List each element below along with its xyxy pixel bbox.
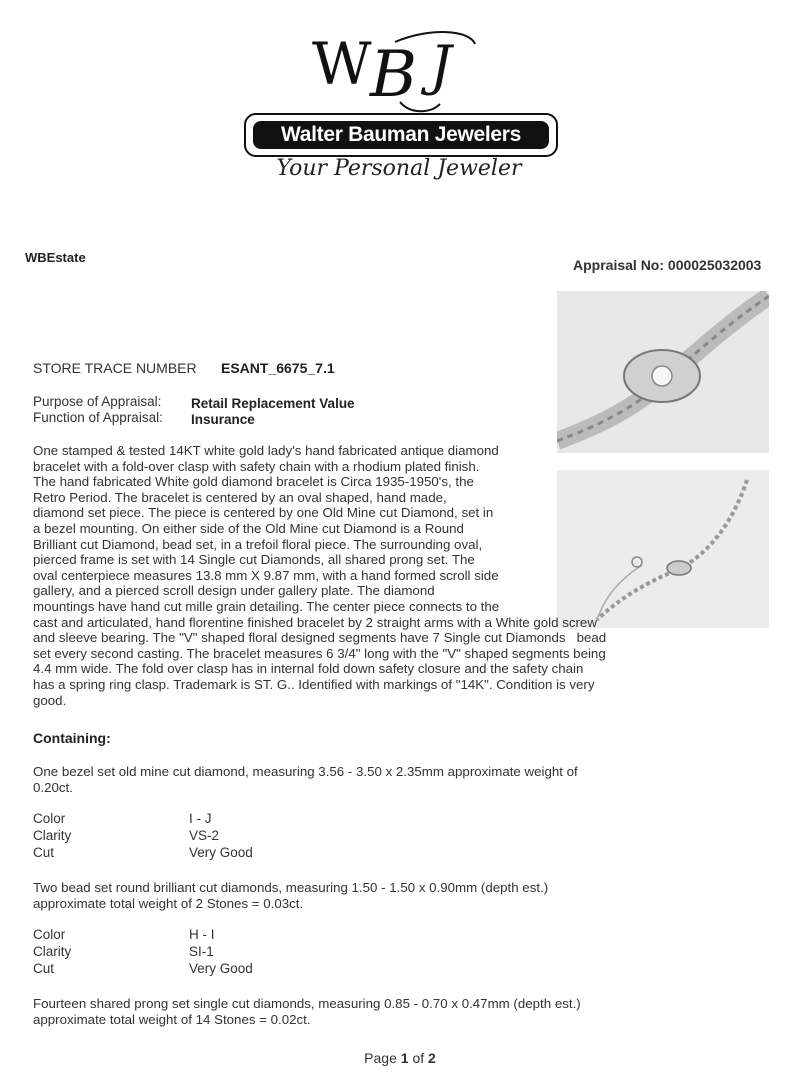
store-trace-label: STORE TRACE NUMBER bbox=[33, 360, 197, 376]
stone2-cut-row bbox=[33, 961, 253, 978]
stone2-clarity-label: Clarity bbox=[33, 944, 72, 959]
page-of-word: of bbox=[412, 1050, 425, 1066]
stone1-clarity-value: VS-2 bbox=[189, 828, 220, 843]
stone1-color-value: I - J bbox=[189, 811, 212, 826]
stone3-line1: Fourteen shared prong set single cut diamonds, measuring 0.85 - 0.70 x 0.47mm (depth est.) bbox=[33, 996, 581, 1011]
stone2-color-row bbox=[33, 927, 253, 944]
store-trace-value: ESANT_6675_7.1 bbox=[221, 360, 335, 376]
page-indicator bbox=[0, 1050, 800, 1066]
monogram-j: J bbox=[430, 34, 452, 97]
stone1-description bbox=[33, 764, 753, 795]
description-line: Retro Period. The bracelet is centered by an oval shaped, hand made, bbox=[33, 489, 447, 505]
stone3-line2: approximate total weight of 14 Stones = 0.02ct. bbox=[33, 1011, 311, 1027]
containing-heading: Containing: bbox=[33, 730, 111, 746]
stone1-properties bbox=[33, 811, 253, 862]
brand-name: Walter Bauman Jewelers bbox=[253, 121, 549, 149]
stone1-cut-value: Very Good bbox=[189, 845, 253, 860]
stone3-description bbox=[33, 996, 753, 1027]
stone2-color-value: H - I bbox=[189, 927, 215, 942]
monogram-w: W bbox=[312, 30, 372, 98]
appraisal-number: Appraisal No: 000025032003 bbox=[573, 257, 762, 273]
description-line: bracelet with a fold-over clasp with safety chain with a rhodium plated finish. bbox=[33, 458, 480, 474]
wbj-monogram-logo bbox=[300, 22, 500, 117]
stone1-color-label: Color bbox=[33, 811, 66, 826]
monogram-b: B bbox=[370, 38, 418, 112]
stone2-properties bbox=[33, 927, 253, 978]
stone1-cut-label: Cut bbox=[33, 845, 55, 860]
stone2-clarity-value: SI-1 bbox=[189, 944, 214, 959]
stone2-cut-value: Very Good bbox=[189, 961, 253, 976]
stone2-color-label: Color bbox=[33, 927, 66, 942]
description-line: cast and articulated, hand florentine finished bracelet by 2 straight arms with a White gold screw bbox=[33, 614, 597, 630]
description-line: The hand fabricated White gold diamond bracelet is Circa 1935-1950's, the bbox=[33, 474, 474, 490]
stone1-color-row bbox=[33, 811, 253, 828]
description-line: good. bbox=[33, 692, 67, 708]
brand-logo-box bbox=[244, 113, 558, 157]
function-value: Insurance bbox=[191, 412, 255, 427]
stone2-clarity-row bbox=[33, 944, 253, 961]
page-word: Page bbox=[364, 1050, 397, 1066]
page-number: 1 bbox=[400, 1050, 409, 1066]
estate-label: WBEstate bbox=[25, 250, 86, 265]
purpose-value: Retail Replacement Value bbox=[191, 396, 355, 411]
purpose-label: Purpose of Appraisal: bbox=[33, 394, 162, 409]
description-line: oval centerpiece measures 13.8 mm X 9.87 mm, with a hand formed scroll side bbox=[33, 567, 499, 583]
description-line: One stamped & tested 14KT white gold lady's hand fabricated antique diamond bbox=[33, 443, 499, 458]
brand-tagline: Your Personal Jeweler bbox=[276, 156, 522, 181]
stone2-line2: approximate total weight of 2 Stones = 0.03ct. bbox=[33, 895, 304, 911]
function-label: Function of Appraisal: bbox=[33, 410, 163, 425]
stone1-cut-row bbox=[33, 845, 253, 862]
description-line: diamond set piece. The piece is centered by one Old Mine cut Diamond, set in bbox=[33, 505, 494, 521]
page-total: 2 bbox=[428, 1050, 436, 1066]
description-line: gallery, and a pierced scroll design under gallery plate. The diamond bbox=[33, 583, 435, 599]
bracelet-photo-closeup bbox=[557, 291, 769, 453]
description-line: pierced frame is set with 14 Single cut Diamonds, all shared prong set. The bbox=[33, 552, 475, 568]
description-line: and sleeve bearing. The "V" shaped floral designed segments have 7 Single cut Diamonds bead bbox=[33, 630, 607, 646]
description-line: mountings have hand cut mille grain detailing. The center piece connects to the bbox=[33, 598, 500, 614]
stone2-line1: Two bead set round brilliant cut diamonds, measuring 1.50 - 1.50 x 0.90mm (depth est.) bbox=[33, 880, 549, 895]
stone1-clarity-row bbox=[33, 828, 253, 845]
description-paragraph bbox=[33, 443, 753, 708]
description-line: Brilliant cut Diamond, bead set, in a trefoil floral piece. The surrounding oval, bbox=[33, 536, 483, 552]
description-line: set every second casting. The bracelet measures 6 3/4" long with the "V" shaped segments being bbox=[33, 645, 606, 661]
description-line: has a spring ring clasp. Trademark is ST. G.. Identified with markings of "14K". Condition is very bbox=[33, 676, 595, 692]
description-line: a bezel mounting. On either side of the Old Mine cut Diamond is a Round bbox=[33, 520, 464, 536]
stone1-line1: One bezel set old mine cut diamond, measuring 3.56 - 3.50 x 2.35mm approximate weight of bbox=[33, 764, 578, 779]
stone2-cut-label: Cut bbox=[33, 961, 55, 976]
stone1-line2: 0.20ct. bbox=[33, 779, 73, 795]
stone2-description bbox=[33, 880, 753, 911]
bracelet-closeup-illustration bbox=[557, 291, 769, 453]
description-line: 4.4 mm wide. The fold over clasp has in internal fold down safety closure and the safety chain bbox=[33, 661, 584, 677]
stone1-clarity-label: Clarity bbox=[33, 828, 72, 843]
